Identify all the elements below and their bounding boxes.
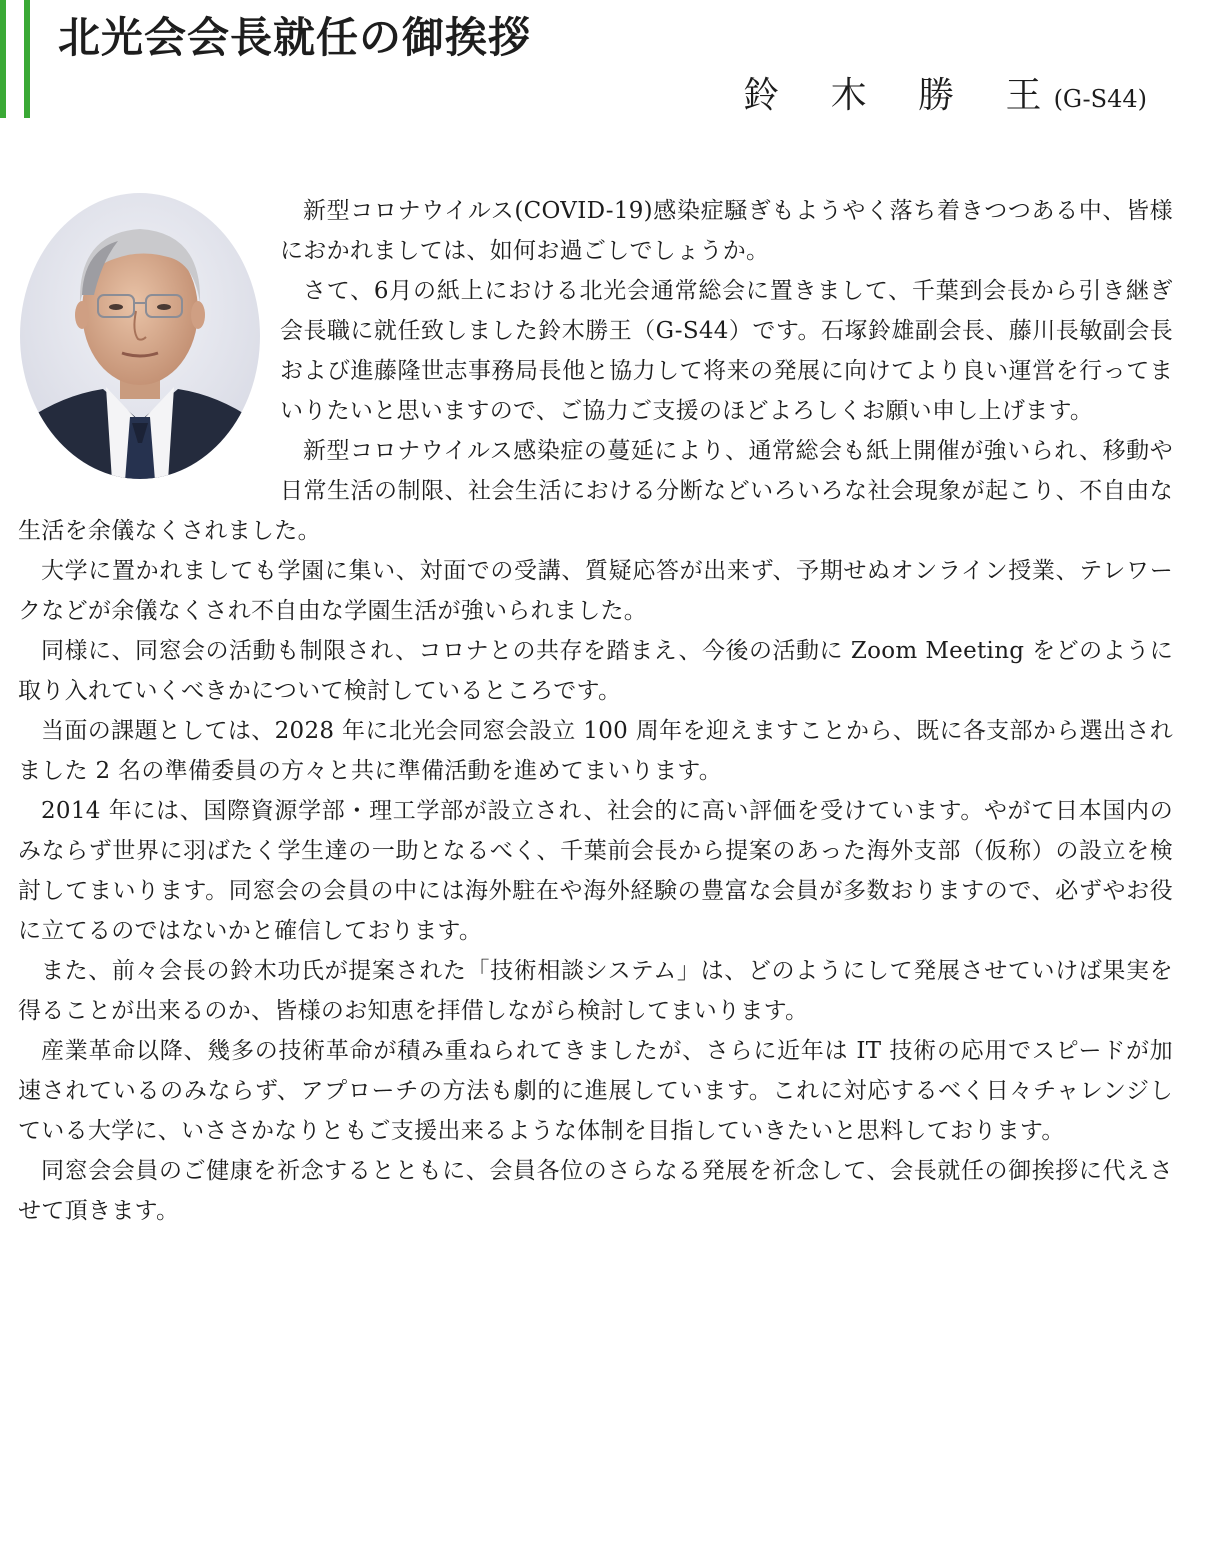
article-body [18,191,1173,1231]
article-paragraph: さて、6月の紙上における北光会通常総会に置きまして、千葉到会長から引き継ぎ会長職に就任致しました鈴木勝王（G-S44）です。石塚鈴雄副会長、藤川長敏副会長および進藤隆世志事務局長他と協力して将来の発展に向けてより良い運営を行ってまいりたいと思いますので、ご協力ご支援のほどよろしくお願い申し上げます。 [280,278,1173,424]
article-paragraph: 産業革命以降、幾多の技術革命が積み重ねられてきましたが、さらに近年は IT 技術の応用でスピードが加速されているのみならず、アプローチの方法も劇的に進展しています。これに対応するべく日々チャレンジしている大学に、いささかなりともご支援出来るような体制を目指していきたいと思料しております。 [18,1038,1173,1144]
article-paragraph: 2014 年には、国際資源学部・理工学部が設立され、社会的に高い評価を受けています。やがて日本国内のみならず世界に羽ばたく学生達の一助となるべく、千葉前会長から提案のあった海外支部（仮称）の設立を検討してまいります。同窓会の会員の中には海外駐在や海外経験の豊富な会員が多数おりますので、必ずやお役に立てるのではないかと確信しております。 [18,798,1173,944]
portrait-photo [18,191,262,481]
author-byline [743,72,1147,123]
article-paragraph: 大学に置かれましても学園に集い、対面での受講、質疑応答が出来ず、予期せぬオンライン授業、テレワークなどが余儀なくされ不自由な学園生活が強いられました。 [18,558,1173,624]
article-paragraph: 新型コロナウイルス(COVID-19)感染症騒ぎもようやく落ち着きつつある中、皆様におかれましては、如何お過ごしでしょうか。 [280,198,1173,264]
article-paragraph: 同様に、同窓会の活動も制限され、コロナとの共存を踏まえ、今後の活動に Zoom Meeting をどのように取り入れていくべきかについて検討しているところです。 [18,638,1173,704]
accent-bar-right [24,0,30,118]
accent-bar-left [0,0,6,118]
portrait-photo-slot [18,191,280,491]
page-title: 北光会会長就任の御挨拶 [58,13,532,62]
article-paragraph: 同窓会会員のご健康を祈念するとともに、会員各位のさらなる発展を祈念して、会長就任の御挨拶に代えさせて頂きます。 [18,1158,1173,1224]
author-name: 鈴 木 勝 王 [743,75,1062,116]
author-code: (G-S44) [1053,85,1147,113]
article-paragraph: 新型コロナウイルス感染症の蔓延により、通常総会も紙上開催が強いられ、移動や日常生活の制限、社会生活における分断などいろいろな社会現象が起こり、不自由な生活を余儀なくされました。 [18,438,1173,544]
article-paragraph: 当面の課題としては、2028 年に北光会同窓会設立 100 周年を迎えますことから、既に各支部から選出されました 2 名の準備委員の方々と共に準備活動を進めてまいります。 [18,718,1173,784]
article-paragraph: また、前々会長の鈴木功氏が提案された「技術相談システム」は、どのようにして発展させていけば果実を得ることが出来るのか、皆様のお知恵を拝借しながら検討してまいります。 [18,958,1173,1024]
